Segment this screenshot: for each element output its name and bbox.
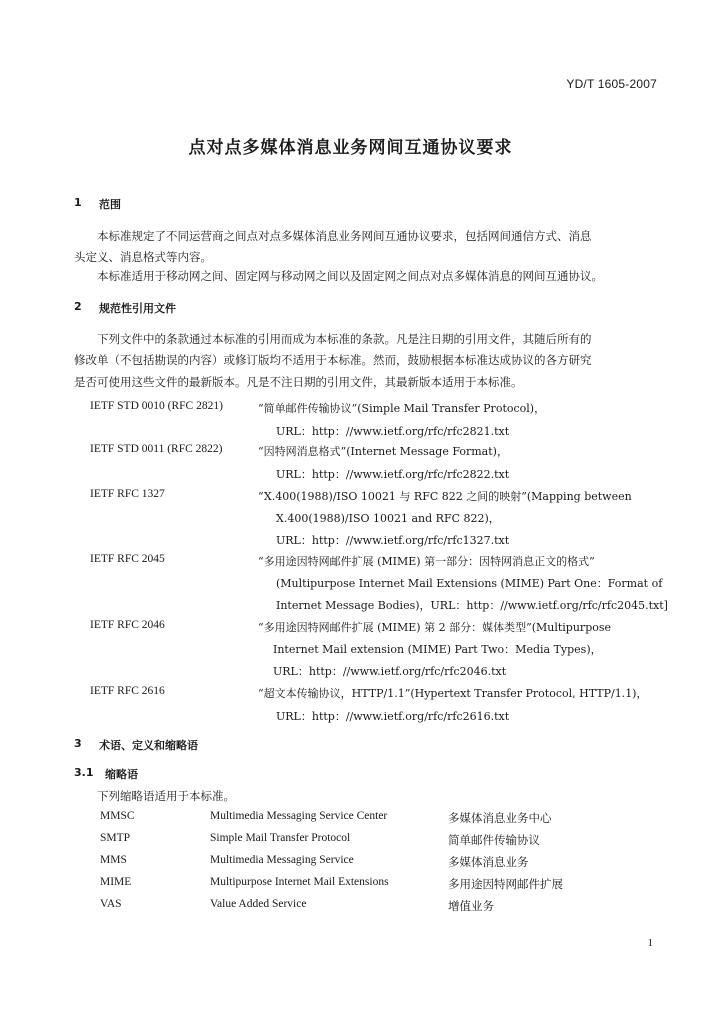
standard-number: YD/T 1605-2007: [566, 77, 657, 91]
abbreviation-english: Multimedia Messaging Service Center: [210, 810, 388, 822]
reference-id: IETF RFC 2045: [90, 553, 165, 565]
references-intro-line-1: 下列文件中的条款通过本标准的引用而成为本标准的条款。凡是注日期的引用文件，其随后所有的: [97, 332, 592, 346]
abbreviation-chinese: 多媒体消息业务: [448, 855, 529, 869]
section-1-number: 1: [74, 196, 82, 209]
scope-paragraph-1-line-2: 头定义、消息格式等内容。: [74, 250, 212, 264]
abbreviation-english: Simple Mail Transfer Protocol: [210, 832, 351, 844]
subsection-3-1-number: 3.1: [74, 766, 94, 779]
abbreviation-code: MMSC: [100, 810, 135, 822]
reference-line: Internet Mail extension (MIME) Part Two：Media Types)，: [273, 643, 602, 656]
abbreviation-english: Multimedia Messaging Service: [210, 854, 354, 866]
abbreviation-code: VAS: [100, 898, 122, 910]
reference-id: IETF STD 0011 (RFC 2822): [90, 443, 223, 455]
reference-id: IETF RFC 2046: [90, 619, 165, 631]
document-title: 点对点多媒体消息业务网间互通协议要求: [188, 138, 513, 158]
reference-url: URL：http：//www.ietf.org/rfc/rfc2616.txt: [276, 710, 510, 723]
section-2-title: 规范性引用文件: [99, 302, 176, 315]
section-3-title: 术语、定义和缩略语: [99, 739, 198, 752]
page-number: 1: [647, 937, 653, 949]
abbreviation-chinese: 多媒体消息业务中心: [448, 811, 552, 825]
reference-id: IETF RFC 1327: [90, 488, 165, 500]
reference-line: X.400(1988)/ISO 10021 and RFC 822)，: [276, 512, 500, 525]
section-2-number: 2: [74, 300, 82, 313]
section-1-title: 范围: [99, 198, 121, 211]
reference-line: Internet Message Bodies)，URL：http：//www.ietf.org/rfc/rfc2045.txt]: [276, 599, 668, 612]
reference-line: “多用途因特网邮件扩展 (MIME) 第 2 部分：媒体类型”(Multipurpose: [258, 621, 612, 634]
references-intro-line-3: 是否可使用这些文件的最新版本。凡是不注日期的引用文件，其最新版本适用于本标准。: [74, 375, 523, 389]
abbreviations-intro: 下列缩略语适用于本标准。: [97, 789, 235, 803]
reference-id: IETF STD 0010 (RFC 2821): [90, 400, 223, 412]
reference-url: URL：http：//www.ietf.org/rfc/rfc2046.txt: [273, 665, 507, 678]
scope-paragraph-1-line-1: 本标准规定了不同运营商之间点对点多媒体消息业务网间互通协议要求，包括网间通信方式、消息: [97, 229, 592, 243]
section-3-number: 3: [74, 737, 82, 750]
abbreviation-code: MIME: [100, 876, 132, 888]
reference-line: “简单邮件传输协议”(Simple Mail Transfer Protocol)，: [258, 402, 546, 415]
abbreviation-chinese: 简单邮件传输协议: [448, 833, 540, 847]
reference-line: “超文本传输协议，HTTP/1.1”(Hypertext Transfer Protocol, HTTP/1.1)，: [258, 687, 648, 700]
reference-line: “因特网消息格式”(Internet Message Format)，: [258, 445, 508, 458]
references-intro-line-2: 修改单（不包括勘误的内容）或修订版均不适用于本标准。然而，鼓励根据本标准达成协议的各方研究: [74, 353, 592, 367]
subsection-3-1-title: 缩略语: [105, 768, 138, 781]
abbreviation-chinese: 多用途因特网邮件扩展: [448, 877, 563, 891]
abbreviation-chinese: 增值业务: [448, 899, 494, 913]
reference-line: “X.400(1988)/ISO 10021 与 RFC 822 之间的映射”(Mapping between: [258, 490, 632, 503]
reference-line: “多用途因特网邮件扩展 (MIME) 第一部分：因特网消息正文的格式”: [258, 555, 595, 568]
abbreviation-code: MMS: [100, 854, 127, 866]
reference-url: URL：http：//www.ietf.org/rfc/rfc2822.txt: [276, 468, 510, 481]
abbreviation-english: Multipurpose Internet Mail Extensions: [210, 876, 389, 888]
reference-id: IETF RFC 2616: [90, 685, 165, 697]
abbreviation-code: SMTP: [100, 832, 131, 844]
reference-url: URL：http：//www.ietf.org/rfc/rfc2821.txt: [276, 425, 510, 438]
reference-line: (Multipurpose Internet Mail Extensions (MIME) Part One：Format of: [276, 577, 663, 590]
scope-paragraph-2: 本标准适用于移动网之间、固定网与移动网之间以及固定网之间点对点多媒体消息的网间互通协议。: [97, 269, 603, 283]
abbreviation-english: Value Added Service: [210, 898, 307, 910]
reference-url: URL：http：//www.ietf.org/rfc/rfc1327.txt: [276, 534, 510, 547]
